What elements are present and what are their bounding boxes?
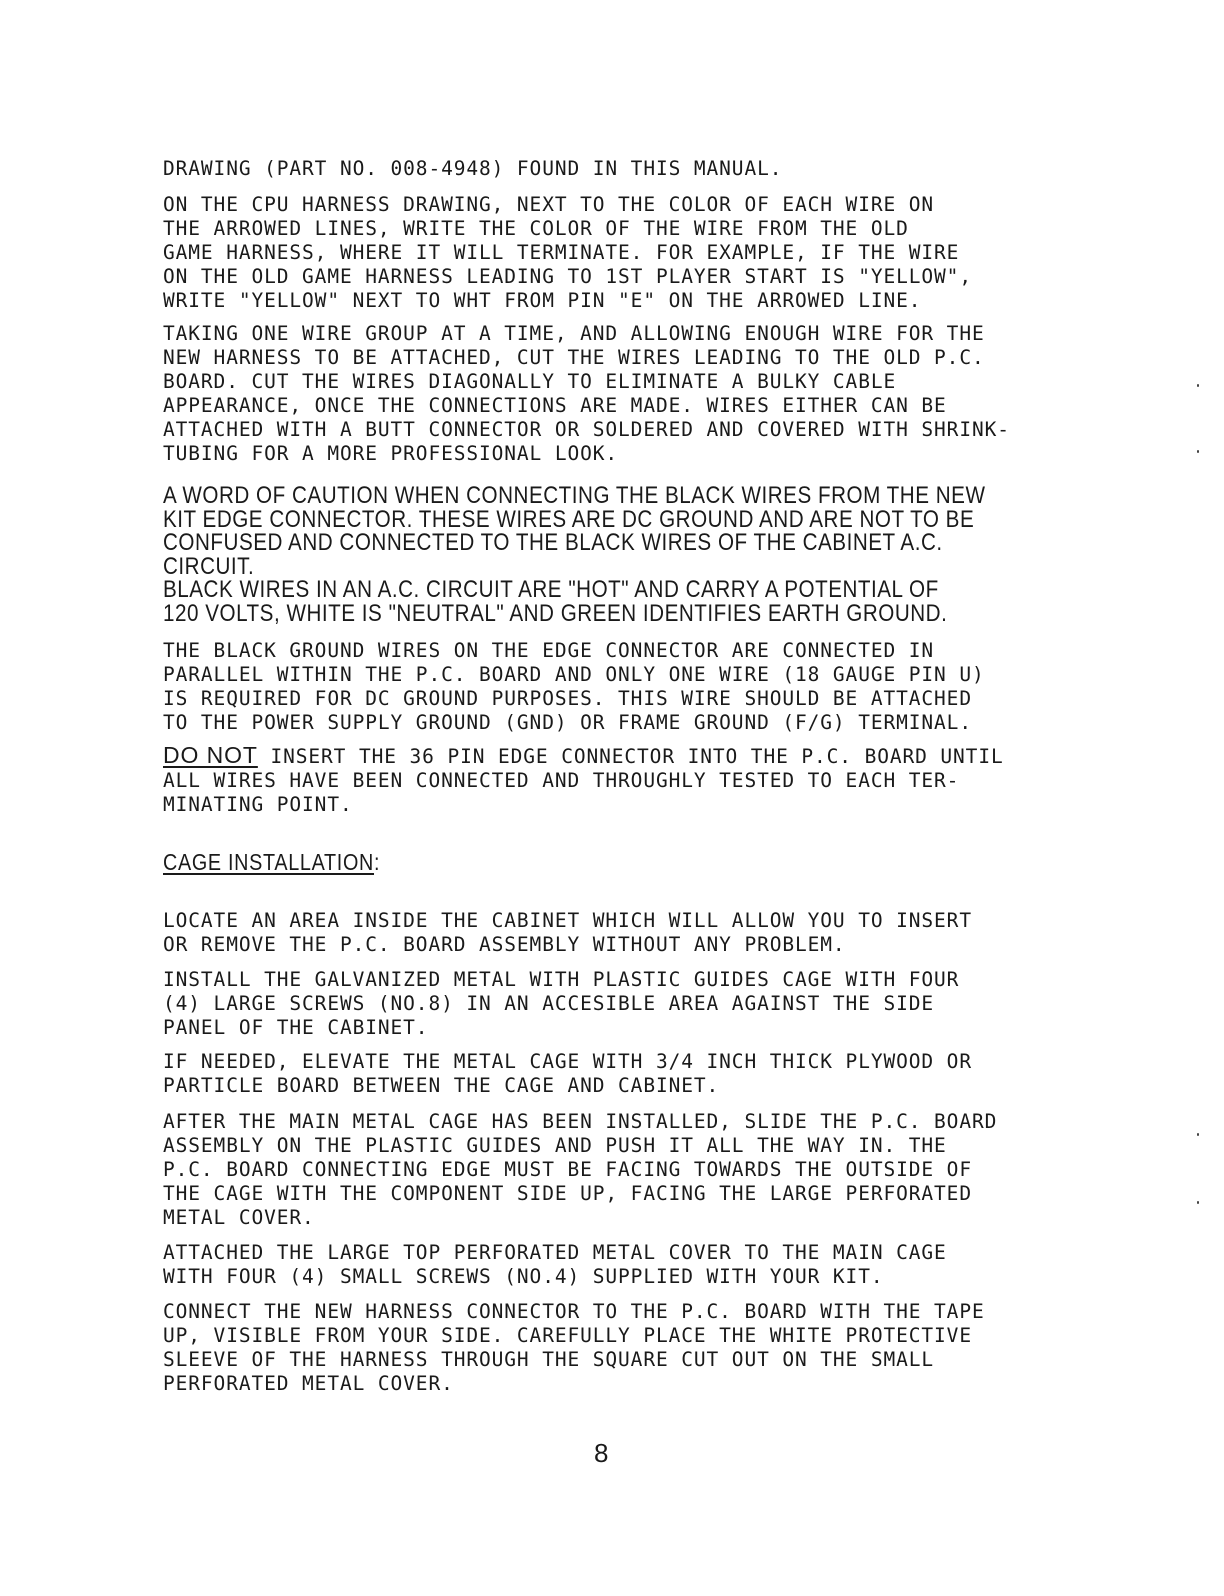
scan-speck: [1197, 1133, 1199, 1136]
paragraph-ground-wires: THE BLACK GROUND WIRES ON THE EDGE CONNECTOR ARE CONNECTED IN PARALLEL WITHIN THE P.C. BOARD AND ONLY ONE WIRE (18 GAUGE PIN U) IS REQUIRED FOR DC GROUND PURPOSES. THIS WIRE SHOULD BE ATTACHED TO THE POWER SUPPLY GROUND (GND) OR FRAME GROUND (F/G) TERMINAL.: [163, 639, 985, 734]
paragraph-install-cage: INSTALL THE GALVANIZED METAL WITH PLASTIC GUIDES CAGE WITH FOUR (4) LARGE SCREWS (NO.8) IN AN ACCESIBLE AREA AGAINST THE SIDE PANEL OF THE CABINET.: [163, 968, 960, 1039]
page-number: 8: [594, 1438, 609, 1468]
scan-speck: [1197, 450, 1199, 453]
paragraph-connect-harness: CONNECT THE NEW HARNESS CONNECTOR TO THE P.C. BOARD WITH THE TAPE UP, VISIBLE FROM YOUR SIDE. CAREFULLY PLACE THE WHITE PROTECTIVE SLEEVE OF THE HARNESS THROUGH THE SQUARE CUT OUT ON THE SMALL PERFORATED METAL COVER.: [163, 1300, 985, 1395]
paragraph-drawing-reference: DRAWING (PART NO. 008-4948) FOUND IN THIS MANUAL.: [163, 157, 783, 180]
heading-colon: :: [374, 849, 381, 875]
section-heading-cage-installation: [163, 849, 380, 875]
paragraph-locate-area: LOCATE AN AREA INSIDE THE CABINET WHICH WILL ALLOW YOU TO INSERT OR REMOVE THE P.C. BOARD ASSEMBLY WITHOUT ANY PROBLEM.: [163, 909, 972, 956]
paragraph-cut-wires: TAKING ONE WIRE GROUP AT A TIME, AND ALLOWING ENOUGH WIRE FOR THE NEW HARNESS TO BE ATTACHED, CUT THE WIRES LEADING TO THE OLD P.C. BOARD. CUT THE WIRES DIAGONALLY TO ELIMINATE A BULKY CABLE APPEARANCE, ONCE THE CONNECTIONS ARE MADE. WIRES EITHER CAN BE ATTACHED WITH A BUTT CONNECTOR OR SOLDERED AND COVERED WITH SHRINK- TUBING FOR A MORE PROFESSIONAL LOOK.: [163, 322, 1010, 465]
scan-speck: [1197, 384, 1199, 387]
do-not-insert-text: INSERT THE 36 PIN EDGE CONNECTOR INTO THE P.C. BOARD UNTIL ALL WIRES HAVE BEEN CONNECTED AND THROUGHLY TESTED TO EACH TER- MINATING POINT.: [163, 745, 1004, 816]
heading-title: CAGE INSTALLATION: [163, 849, 375, 875]
do-not-emphasis: DO NOT: [163, 742, 258, 768]
paragraph-slide-board: AFTER THE MAIN METAL CAGE HAS BEEN INSTALLED, SLIDE THE P.C. BOARD ASSEMBLY ON THE PLASTIC GUIDES AND PUSH IT ALL THE WAY IN. THE P.C. BOARD CONNECTING EDGE MUST BE FACING TOWARDS THE OUTSIDE OF THE CAGE WITH THE COMPONENT SIDE UP, FACING THE LARGE PERFORATED METAL COVER.: [163, 1110, 998, 1229]
paragraph-elevate-cage: IF NEEDED, ELEVATE THE METAL CAGE WITH 3/4 INCH THICK PLYWOOD OR PARTICLE BOARD BETWEEN THE CAGE AND CABINET.: [163, 1050, 972, 1097]
paragraph-do-not-insert: [163, 743, 1113, 817]
paragraph-cpu-harness-drawing: ON THE CPU HARNESS DRAWING, NEXT TO THE COLOR OF EACH WIRE ON THE ARROWED LINES, WRITE THE COLOR OF THE WIRE FROM THE OLD GAME HARNESS, WHERE IT WILL TERMINATE. FOR EXAMPLE, IF THE WIRE ON THE OLD GAME HARNESS LEADING TO 1ST PLAYER START IS "YELLOW", WRITE "YELLOW" NEXT TO WHT FROM PIN "E" ON THE ARROWED LINE.: [163, 193, 972, 312]
paragraph-caution-black-wires: A WORD OF CAUTION WHEN CONNECTING THE BLACK WIRES FROM THE NEW KIT EDGE CONNECTOR. THESE WIRES ARE DC GROUND AND ARE NOT TO BE CONFUSED AND CONNECTED TO THE BLACK WIRES OF THE CABINET A.C. CIRCUIT. BLACK WIRES IN AN A.C. CIRCUIT ARE "HOT" AND CARRY A POTENTIAL OF 120 VOLTS, WHITE IS "NEUTRAL" AND GREEN IDENTIFIES EARTH GROUND.: [163, 482, 986, 627]
scan-speck: [1197, 1201, 1199, 1204]
paragraph-attach-cover: ATTACHED THE LARGE TOP PERFORATED METAL COVER TO THE MAIN CAGE WITH FOUR (4) SMALL SCREWS (NO.4) SUPPLIED WITH YOUR KIT.: [163, 1241, 947, 1288]
